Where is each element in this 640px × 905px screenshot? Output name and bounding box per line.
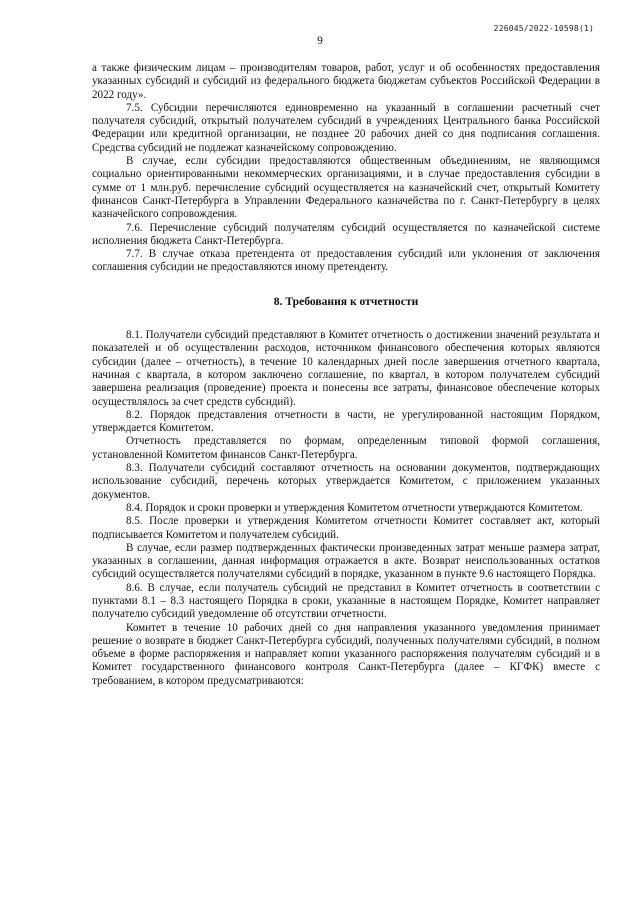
paragraph-8-3: 8.3. Получатели субсидий составляют отчетность на основании документов, подтверждающих использование субсидий, перечень которых утверждается Комитетом, с приложением указанных документов. (92, 462, 600, 501)
paragraph-8-1: 8.1. Получатели субсидий представляют в Комитет отчетность о достижении значений результата и показателей и об осуществлении расходов, источником финансового обеспечения которых являются субсидии (далее – отчетность), в течение 10 календарных дней после завершения отчетного квартала, начиная с квартала, в котором заключено соглашение, по квартал, в котором получателем субсидий завершена реализация (проведение) проекта и понесены все затраты, финансовое обеспечение которых осуществлялось за счет средств субсидий). (92, 329, 600, 408)
paragraph-7-5: 7.5. Субсидии перечисляются единовременно на указанный в соглашении расчетный счет получателя субсидий, открытый получателем субсидий в учреждениях Центрального банка Российской Федерации или кредитной организации, не позднее 20 рабочих дней со дня подписания соглашения. Средства субсидий не подлежат казначейскому сопровождению. (92, 101, 600, 154)
paragraph-7-5-case: В случае, если субсидии предоставляются общественным объединениям, не являющимся социально ориентированными некоммерческих организациями, и в случае предоставления субсидии в сумме от 1 млн.руб. перечисление субсидий осуществляется на казначейский счет, открытый Комитету финансов Санкт-Петербурга в Управлении Федерального казначейства по г. Санкт-Петербургу в целях казначейского сопровождения. (92, 155, 600, 221)
paragraph-8-2-forms: Отчетность представляется по формам, определенным типовой формой соглашения, установленной Комитетом финансов Санкт-Петербурга. (92, 435, 600, 461)
paragraph-8-6: 8.6. В случае, если получатель субсидий не представил в Комитет отчетность в соответствии с пунктами 8.1 – 8.3 настоящего Порядка в сроки, указанные в настоящем Порядке, Комитет направляет получателю субсидий уведомление об отсутствии отчетности. (92, 581, 600, 621)
paragraph-7-7: 7.7. В случае отказа претендента от предоставления субсидий или уклонения от заключения соглашения субсидии не предоставляются иному претенденту. (92, 248, 600, 274)
page-number: 9 (317, 35, 323, 47)
paragraph-8-5: 8.5. После проверки и утверждения Комитетом отчетности Комитет составляет акт, который подписывается Комитетом и получателем субсидий. (92, 515, 600, 541)
section-heading: 8. Требования к отчетности (273, 294, 419, 308)
paragraph-7-6: 7.6. Перечисление субсидий получателям субсидий осуществляется по казначейской системе исполнения бюджета Санкт-Петербурга. (92, 221, 600, 247)
paragraph-8-6-decision: Комитет в течение 10 рабочих дней со дня направления указанного уведомления принимает решение о возврате в бюджет Санкт-Петербурга субсидий, полученных получателями субсидий, в полном объеме в форме распоряжения и направляет копии указанного распоряжения получателям субсидий и в Комитет государственного финансового контроля Санкт-Петербурга (далее – КГФК) вместе с требованием, в котором предусматриваются: (92, 621, 600, 687)
paragraph-continuation: а также физическим лицам – производителям товаров, работ, услуг и об особенностях предоставления указанных субсидий и субсидий из федерального бюджета бюджетам субъектов Российской Федерации в 2022 году». (92, 62, 600, 101)
paragraph-8-5-case: В случае, если размер подтвержденных фактически произведенных затрат меньше размера затрат, указанных в соглашении, данная информация отражается в акте. Возврат неиспользованных остатков субсидий осуществляется получателями субсидий в порядке, указанном в пункте 9.6 настоящего Порядка. (92, 541, 600, 581)
document-body (92, 62, 600, 688)
paragraph-8-4: 8.4. Порядок и сроки проверки и утверждения Комитетом отчетности утверждаются Комитетом. (126, 501, 583, 514)
document-number: 226045/2022-10598(1) (493, 24, 594, 33)
paragraph-8-2: 8.2. Порядок представления отчетности в части, не урегулированной настоящим Порядком, утверждается Комитетом. (92, 408, 600, 435)
